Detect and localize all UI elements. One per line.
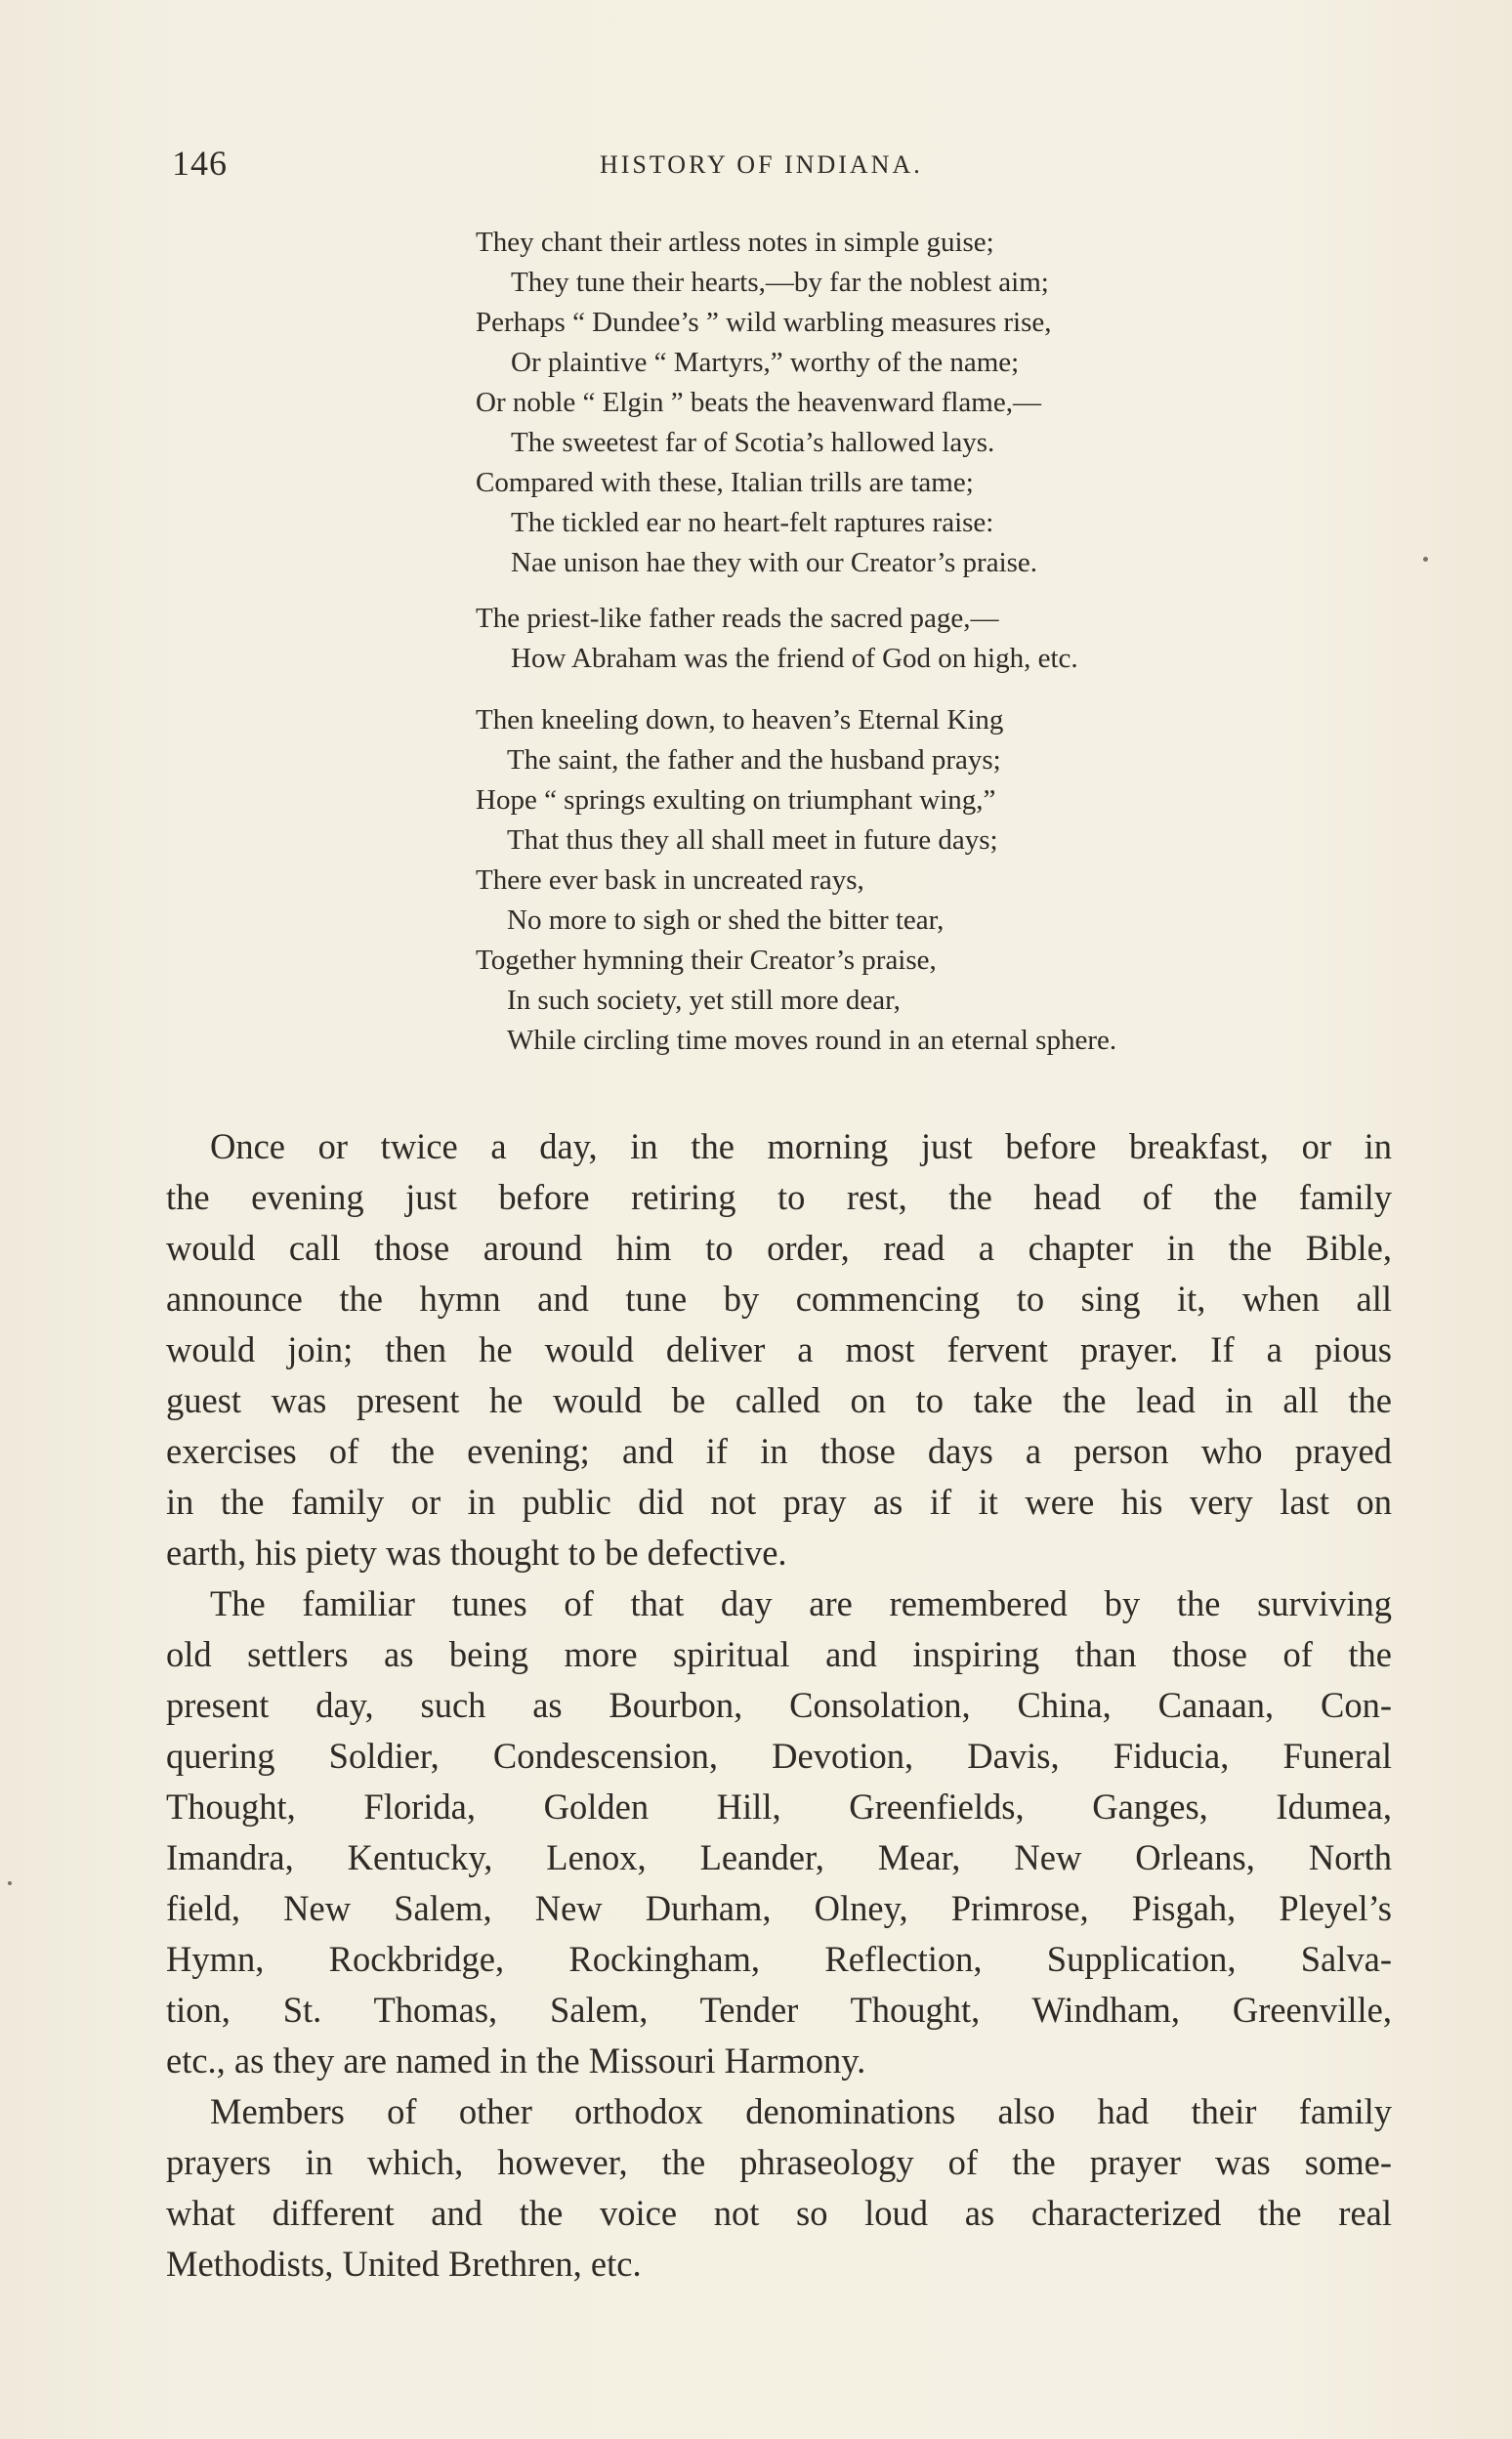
poem-line: The saint, the father and the husband prays; bbox=[507, 744, 1001, 776]
poem-line: The sweetest far of Scotia’s hallowed lays. bbox=[511, 427, 995, 458]
poem-line: Or plaintive “ Martyrs,” worthy of the name; bbox=[511, 347, 1020, 378]
poem-line: In such society, yet still more dear, bbox=[507, 985, 901, 1016]
text-line: etc., as they are named in the Missouri Harmony. bbox=[166, 2040, 866, 2081]
poem-line: No more to sigh or shed the bitter tear, bbox=[507, 904, 945, 936]
poem-line: Or noble “ Elgin ” beats the heavenward flame,— bbox=[476, 387, 1041, 418]
text-line: Thought, Florida, Golden Hill, Greenfields, Ganges, Idumea, bbox=[166, 1787, 1392, 1827]
poem-line: Perhaps “ Dundee’s ” wild warbling measures rise, bbox=[476, 307, 1052, 338]
poem-line: Then kneeling down, to heaven’s Eternal King bbox=[476, 704, 1004, 736]
text-line: Imandra, Kentucky, Lenox, Leander, Mear, New Orleans, North bbox=[166, 1837, 1392, 1877]
poem-quotation bbox=[476, 223, 1374, 1076]
text-line: Once or twice a day, in the morning just before breakfast, or in bbox=[210, 1126, 1392, 1166]
text-line: quering Soldier, Condescension, Devotion, Davis, Fiducia, Funeral bbox=[166, 1736, 1392, 1776]
poem-stanza bbox=[476, 223, 1374, 583]
poem-line: Together hymning their Creator’s praise, bbox=[476, 945, 937, 976]
text-line: old settlers as being more spiritual and inspiring than those of the bbox=[166, 1634, 1392, 1674]
text-line: announce the hymn and tune by commencing to sing it, when all bbox=[166, 1279, 1392, 1319]
text-line: guest was present he would be called on to take the lead in all the bbox=[166, 1380, 1392, 1420]
text-line: Hymn, Rockbridge, Rockingham, Reflection, Supplication, Salva- bbox=[166, 1939, 1392, 1979]
text-line: tion, St. Thomas, Salem, Tender Thought, Windham, Greenville, bbox=[166, 1990, 1392, 2030]
running-head: HISTORY OF INDIANA. bbox=[600, 150, 923, 179]
text-line: present day, such as Bourbon, Consolation, China, Canaan, Con- bbox=[166, 1685, 1392, 1725]
text-line: prayers in which, however, the phraseology of the prayer was some- bbox=[166, 2142, 1392, 2182]
poem-line: They tune their hearts,—by far the noblest aim; bbox=[511, 267, 1049, 298]
paragraph bbox=[166, 1578, 1392, 2086]
text-line: Members of other orthodox denominations also had their family bbox=[210, 2091, 1392, 2131]
poem-line: That thus they all shall meet in future days; bbox=[507, 824, 998, 856]
paragraph bbox=[166, 2086, 1392, 2290]
text-line: The familiar tunes of that day are remembered by the surviving bbox=[210, 1583, 1392, 1623]
text-line: the evening just before retiring to rest, the head of the family bbox=[166, 1177, 1392, 1217]
text-line: earth, his piety was thought to be defective. bbox=[166, 1533, 787, 1573]
text-line: would call those around him to order, read a chapter in the Bible, bbox=[166, 1228, 1392, 1268]
page-header bbox=[172, 143, 1403, 191]
text-line: would join; then he would deliver a most fervent prayer. If a pious bbox=[166, 1329, 1392, 1369]
text-line: Methodists, United Brethren, etc. bbox=[166, 2244, 642, 2284]
body-text bbox=[166, 1121, 1392, 2290]
poem-line: They chant their artless notes in simple guise; bbox=[476, 227, 994, 258]
poem-line: Hope “ springs exulting on triumphant wing,” bbox=[476, 784, 996, 816]
poem-line: The tickled ear no heart-felt raptures raise: bbox=[511, 507, 994, 538]
print-speck bbox=[8, 1881, 12, 1885]
poem-line: While circling time moves round in an eternal sphere. bbox=[507, 1025, 1117, 1056]
poem-line: Compared with these, Italian trills are tame; bbox=[476, 467, 974, 498]
text-line: in the family or in public did not pray as if it were his very last on bbox=[166, 1482, 1392, 1522]
poem-line: How Abraham was the friend of God on high, etc. bbox=[511, 643, 1078, 674]
print-speck bbox=[1423, 557, 1428, 562]
text-line: exercises of the evening; and if in those days a person who prayed bbox=[166, 1431, 1392, 1471]
text-line: what different and the voice not so loud as characterized the real bbox=[166, 2193, 1392, 2233]
poem-line: Nae unison hae they with our Creator’s praise. bbox=[511, 547, 1038, 578]
page-number: 146 bbox=[172, 144, 228, 183]
poem-stanza bbox=[476, 700, 1374, 1061]
poem-stanza bbox=[476, 599, 1374, 679]
poem-line: The priest-like father reads the sacred page,— bbox=[476, 603, 999, 634]
paragraph bbox=[166, 1121, 1392, 1578]
text-line: field, New Salem, New Durham, Olney, Primrose, Pisgah, Pleyel’s bbox=[166, 1888, 1392, 1928]
poem-line: There ever bask in uncreated rays, bbox=[476, 864, 864, 896]
